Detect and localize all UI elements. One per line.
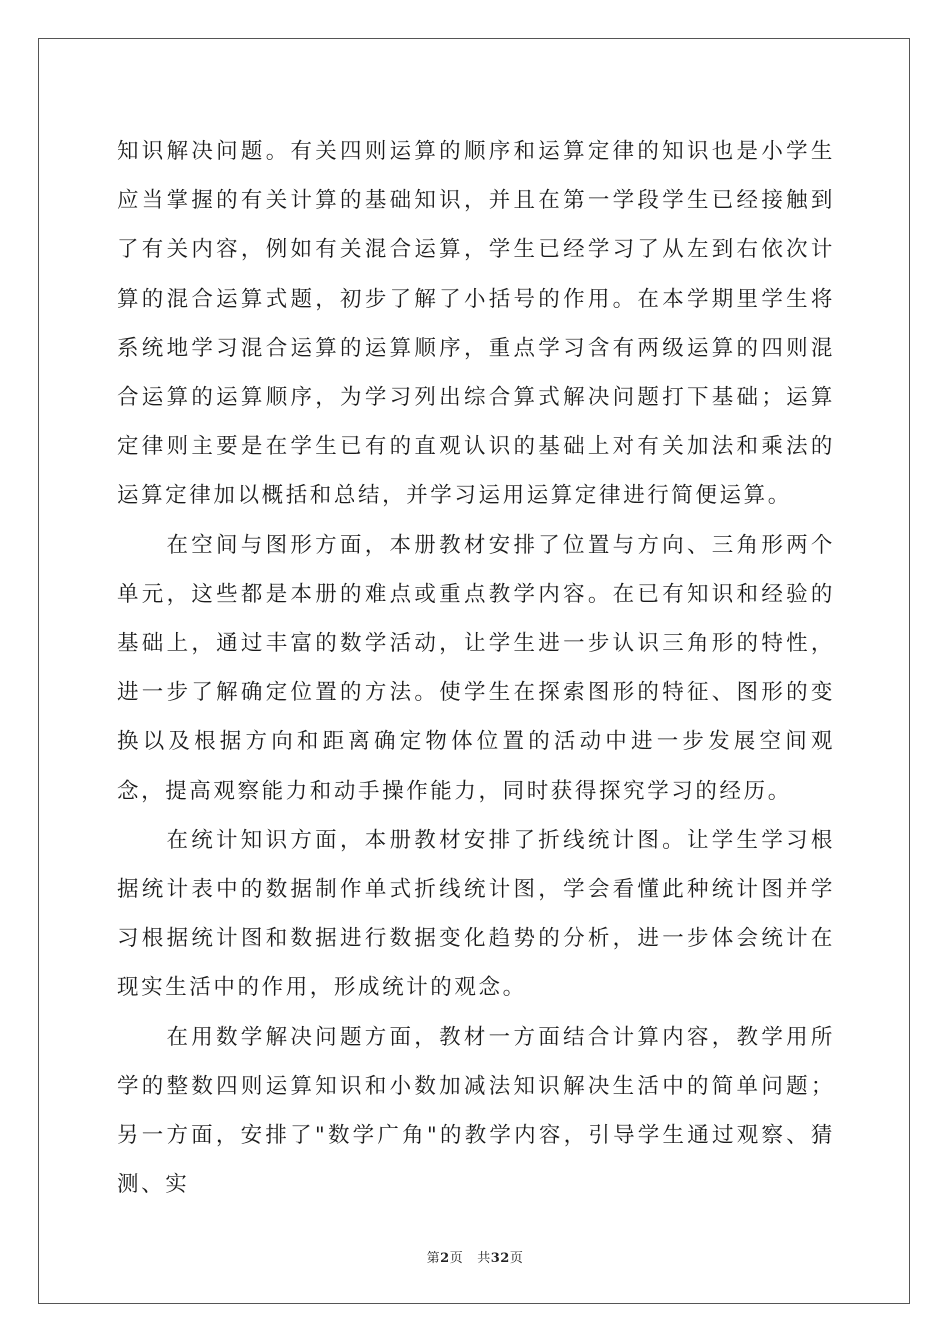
paragraph-statistics: 在统计知识方面，本册教材安排了折线统计图。让学生学习根据统计表中的数据制作单式折线统计图，学会看懂此种统计图并学习根据统计图和数据进行数据变化趋势的分析，进一步体会统计在现实生活中的作用，形成统计的观念。 — [117, 827, 835, 1001]
page-number: 2 — [440, 1251, 450, 1266]
paragraph-space-and-shapes: 在空间与图形方面，本册教材安排了位置与方向、三角形两个单元，这些都是本册的难点或重点教学内容。在已有知识和经验的基础上，通过丰富的数学活动，让学生进一步认识三角形的特性，进一步了解确定位置的方法。使学生在探索图形的特征、图形的变换以及根据方向和距离确定物体位置的活动中进一步发展空间观念，提高观察能力和动手操作能力，同时获得探究学习的经历。 — [117, 532, 835, 804]
total-prefix: 共 — [477, 1251, 491, 1266]
page-suffix: 页 — [449, 1251, 464, 1266]
paragraph-operations: 知识解决问题。有关四则运算的顺序和运算定律的知识也是小学生应当掌握的有关计算的基础知识，并且在第一学段学生已经接触到了有关内容，例如有关混合运算，学生已经学习了从左到右依次计算的混合运算式题，初步了解了小括号的作用。在本学期里学生将系统地学习混合运算的运算顺序，重点学习含有两级运算的四则混合运算的运算顺序，为学习列出综合算式解决问题打下基础；运算定律则主要是在学生已有的直观认识的基础上对有关加法和乘法的运算定律加以概括和总结，并学习运用运算定律进行简便运算。 — [117, 139, 835, 509]
page-footer — [0, 1247, 950, 1266]
paragraph-problem-solving: 在用数学解决问题方面，教材一方面结合计算内容，教学用所学的整数四则运算知识和小数加减法知识解决生活中的简单问题；另一方面，安排了"数学广角"的教学内容，引导学生通过观察、猜测、实 — [117, 1024, 835, 1198]
page-prefix: 第 — [426, 1251, 441, 1266]
total-pages: 32 — [490, 1251, 510, 1266]
total-suffix: 页 — [509, 1251, 524, 1266]
document-body — [117, 127, 835, 1209]
